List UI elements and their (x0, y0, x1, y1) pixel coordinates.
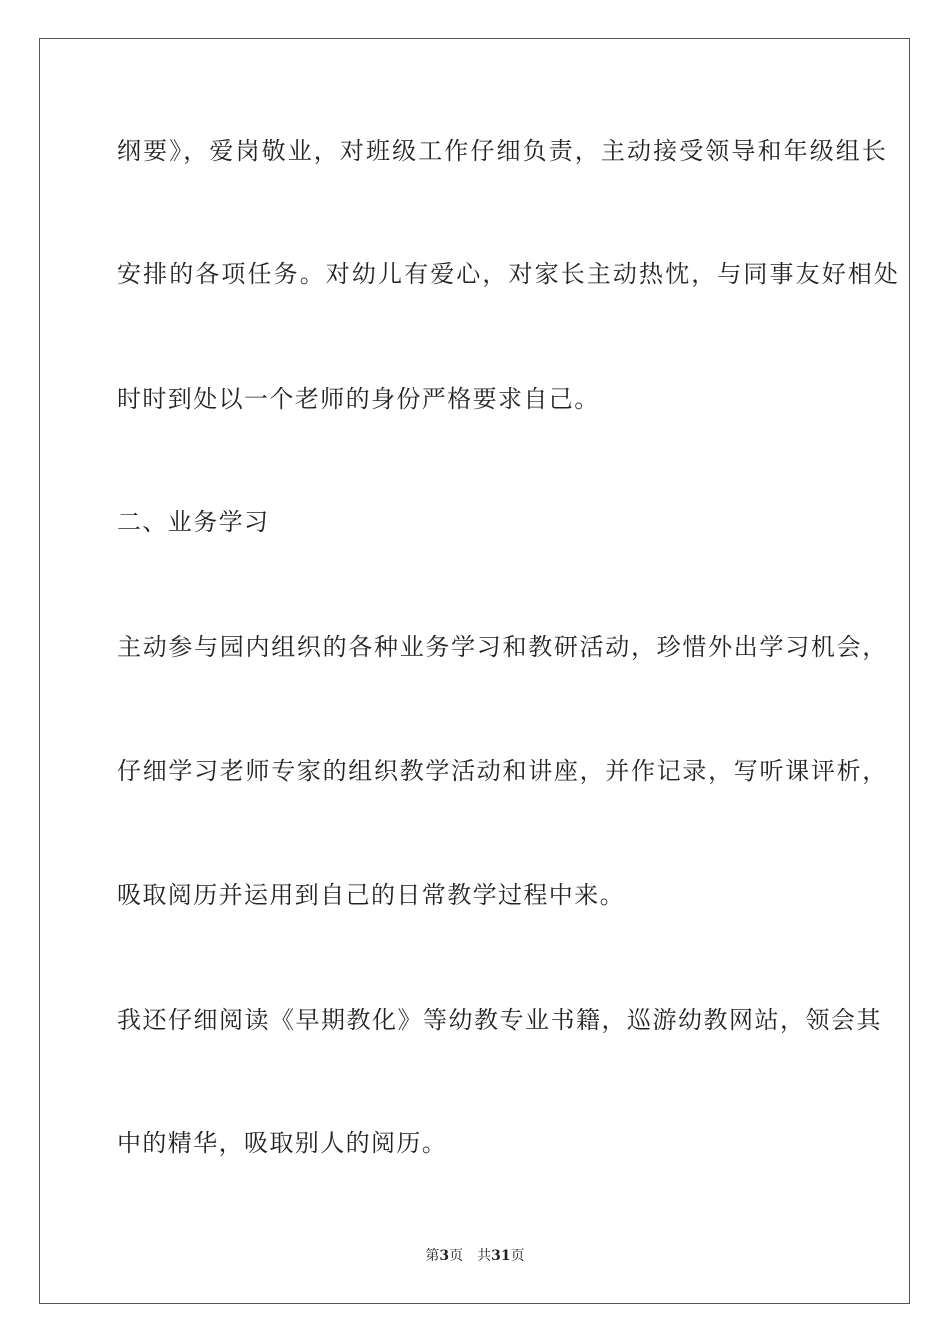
total-pages: 31 (491, 1248, 511, 1264)
section-heading: 二、业务学习 (117, 508, 270, 536)
text-line-3: 时时到处以一个老师的身份严格要求自己。 (117, 385, 600, 413)
text-line-7: 吸取阅历并运用到自己的日常教学过程中来。 (117, 881, 625, 909)
text-line-8: 我还仔细阅读《早期教化》等幼教专业书籍，巡游幼教网站，领会其 (117, 1006, 882, 1034)
page-prefix: 第 (425, 1248, 440, 1264)
text-line-9: 中的精华，吸取别人的阅历。 (117, 1129, 448, 1157)
text-line-1: 纲要》，爱岗敬业，对班级工作仔细负责，主动接受领导和年级组长 (117, 137, 888, 165)
total-suffix: 页 (510, 1248, 525, 1264)
page-number: 3 (439, 1248, 450, 1264)
text-line-6: 仔细学习老师专家的组织教学活动和讲座，并作记录，写听课评析， (117, 757, 888, 785)
page-suffix: 页 (449, 1248, 464, 1264)
text-line-5: 主动参与园内组织的各种业务学习和教研活动，珍惜外出学习机会， (117, 633, 888, 661)
page-footer (0, 1246, 950, 1266)
page-border (39, 38, 910, 1304)
total-prefix: 共 (477, 1248, 492, 1264)
text-line-2: 安排的各项任务。对幼儿有爱心，对家长主动热忱，与同事友好相处 (117, 260, 900, 288)
